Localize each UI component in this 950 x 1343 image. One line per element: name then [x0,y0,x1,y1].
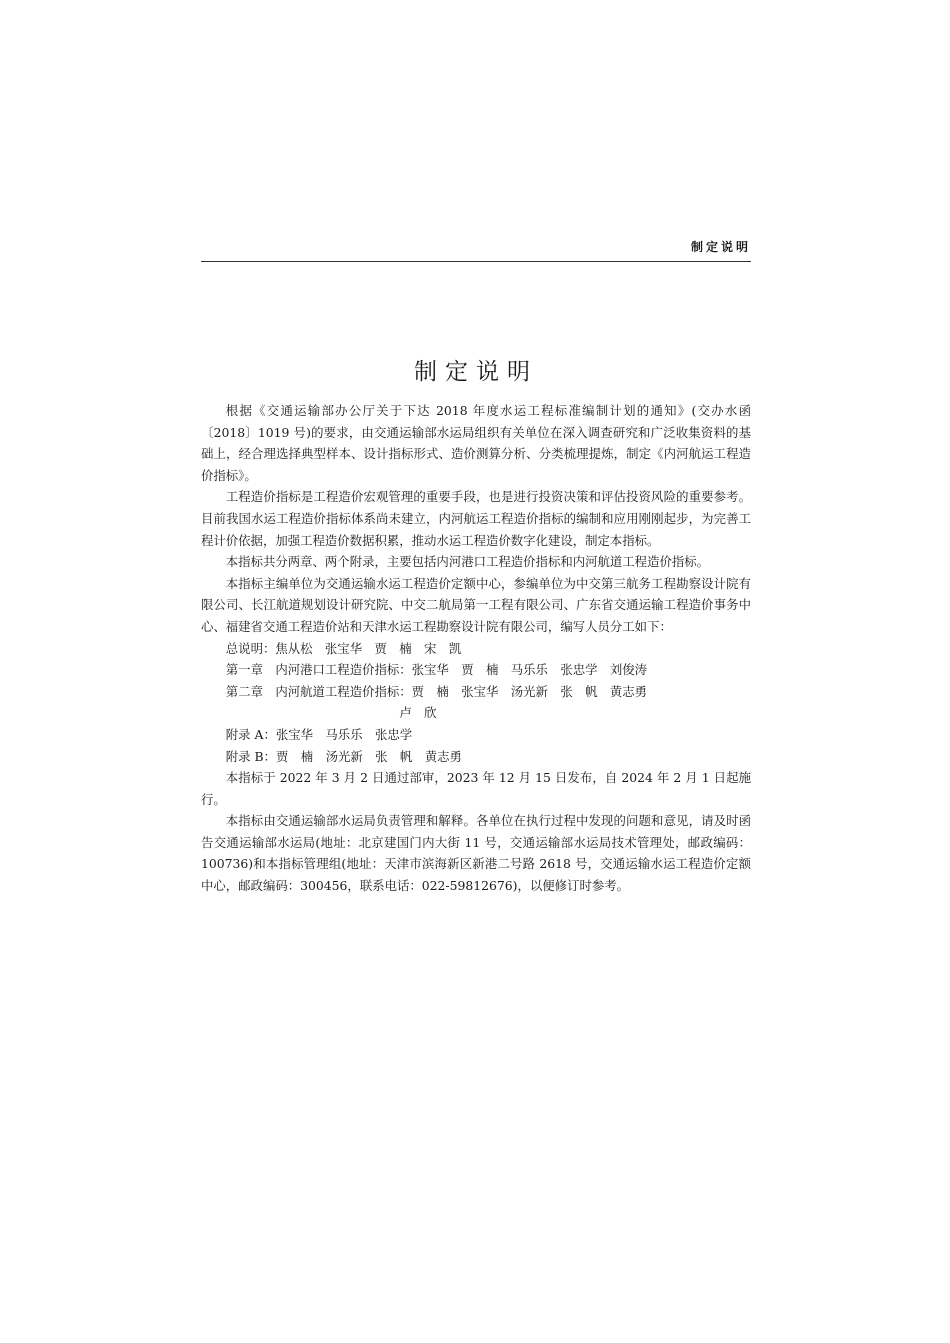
header-rule [201,261,751,262]
page-title: 制定说明 [414,359,538,385]
credit-chapter-2-continued: 卢 欣 [399,705,437,721]
credit-chapter-1: 第一章 内河港口工程造价指标：张宝华 贾 楠 马乐乐 张忠学 刘俊涛 [225,662,648,678]
credit-chapter-2: 第二章 内河航道工程造价指标：贾 楠 张宝华 汤光新 张 帆 黄志勇 [225,683,648,699]
credit-appendix-b: 附录 B：贾 楠 汤光新 张 帆 黄志勇 [225,748,462,764]
paragraph-structure: 本指标共分两章、两个附录，主要包括内河港口工程造价指标和内河航道工程造价指标。 [225,554,710,570]
paragraph-basis: 根据《交通运输部办公厅关于下达 2018 年度水运工程标准编制计划的通知》(交办水函〔2018〕1019 号)的要求，由交通运输部水运局组织有关单位在深入调查研究和广泛收集资料的基础上，经合理选择典型样本、设计指标形式、造价测算分析、分类梳理提炼，制定《内河航运工程造价指标》。 [201,403,751,483]
document-body [201,400,751,897]
paragraph-purpose: 工程造价指标是工程造价宏观管理的重要手段，也是进行投资决策和评估投资风险的重要参考。目前我国水运工程造价指标体系尚未建立，内河航运工程造价指标的编制和应用刚刚起步，为完善工程计价依据，加强工程造价数据积累，推动水运工程造价数字化建设，制定本指标。 [201,489,751,548]
paragraph-effective-date: 本指标于 2022 年 3 月 2 日通过部审，2023 年 12 月 15 日发布，自 2024 年 2 月 1 日起施行。 [201,770,751,807]
running-header: 制定说明 [690,240,751,254]
paragraph-editors: 本指标主编单位为交通运输水运工程造价定额中心，参编单位为中交第三航务工程勘察设计院有限公司、长江航道规划设计研究院、中交二航局第一工程有限公司、广东省交通运输工程造价事务中心、福建省交通工程造价站和天津水运工程勘察设计院有限公司，编写人员分工如下： [201,575,751,634]
credit-appendix-a: 附录 A：张宝华 马乐乐 张忠学 [225,726,413,742]
credit-general: 总说明：焦从松 张宝华 贾 楠 宋 凯 [225,640,462,656]
paragraph-contact: 本指标由交通运输部水运局负责管理和解释。各单位在执行过程中发现的问题和意见，请及时函告交通运输部水运局(地址：北京建国门内大街 11 号，交通运输部水运局技术管理处，邮政编码：100736)和本指标管理组(地址：天津市滨海新区新港二号路 2618 号，交通运输水运工程造价定额中心，邮政编码：300456，联系电话：022-59812676)，以便修订时参考。 [201,813,751,894]
